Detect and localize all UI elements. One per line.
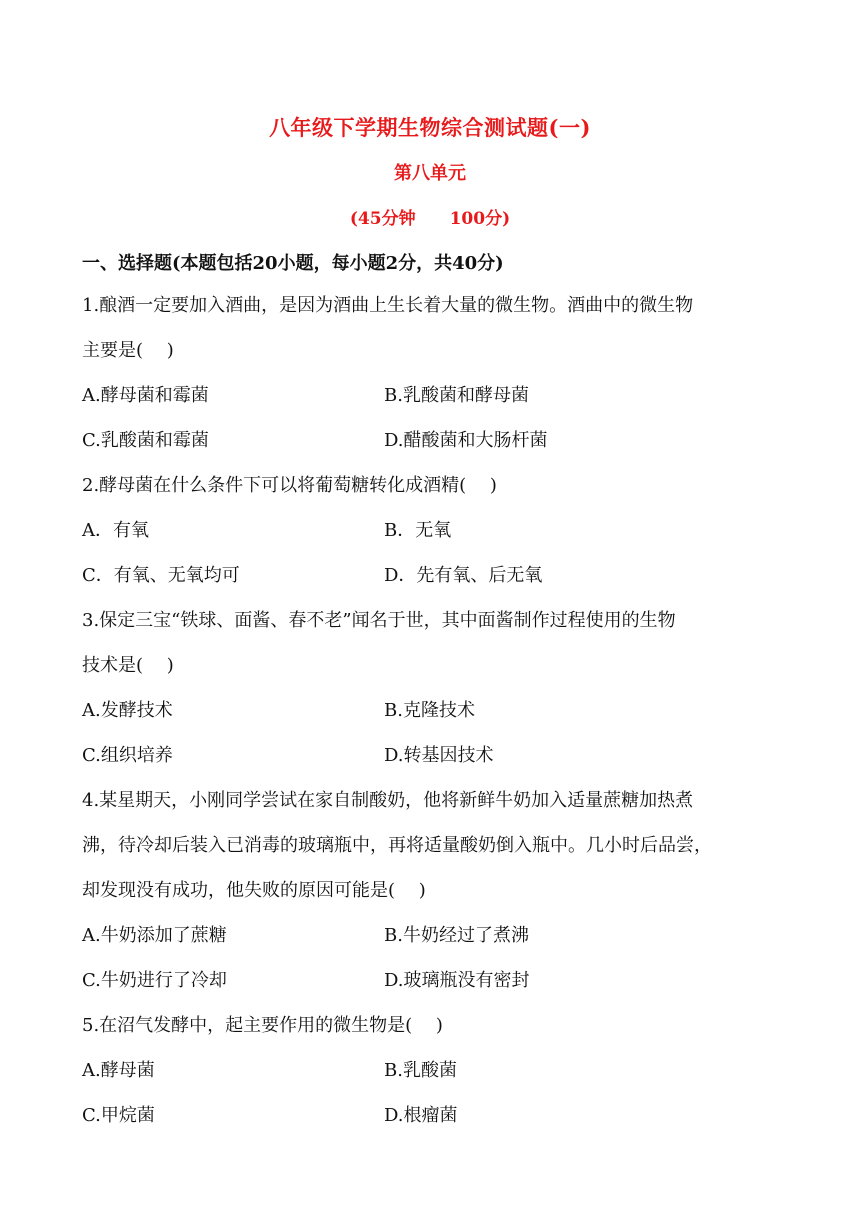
question-5-option-b: B.乳酸菌: [384, 1060, 457, 1081]
question-4-stem-line-2: 沸，待冷却后装入已消毒的玻璃瓶中，再将适量酸奶倒入瓶中。几小时后品尝，: [82, 835, 712, 856]
document-title: 八年级下学期生物综合测试题(一): [269, 115, 591, 140]
total-score: 100分): [449, 209, 511, 229]
question-3-stem-line-2: 技术是( ): [82, 655, 174, 676]
question-4-option-a: A.牛奶添加了蔗糖: [82, 925, 227, 946]
question-4-option-b: B.牛奶经过了煮沸: [384, 925, 529, 946]
question-1-option-c: C.乳酸菌和霉菌: [82, 430, 209, 451]
question-1-option-a: A.酵母菌和霉菌: [82, 385, 209, 406]
question-1-option-d: D.醋酸菌和大肠杆菌: [384, 430, 548, 451]
question-4-stem-line-3: 却发现没有成功，他失败的原因可能是( ): [82, 880, 426, 901]
time-and-score: [0, 204, 860, 229]
question-3-stem-line-1: 3.保定三宝“铁球、面酱、春不老”闻名于世，其中面酱制作过程使用的生物: [82, 610, 676, 631]
question-1-stem-line-1: 1.酿酒一定要加入酒曲，是因为酒曲上生长着大量的微生物。酒曲中的微生物: [82, 295, 694, 316]
time-limit: (45分钟: [349, 209, 416, 229]
question-2-option-d: D．先有氧、后无氧: [384, 565, 543, 586]
question-2-stem-line-1: 2.酵母菌在什么条件下可以将葡萄糖转化成酒精( ): [82, 475, 497, 496]
question-2-option-a: A．有氧: [82, 520, 149, 541]
question-3-option-c: C.组织培养: [82, 745, 173, 766]
question-3-option-a: A.发酵技术: [82, 700, 173, 721]
question-1-option-b: B.乳酸菌和酵母菌: [384, 385, 529, 406]
question-5-option-a: A.酵母菌: [82, 1060, 155, 1081]
question-5-option-d: D.根瘤菌: [384, 1105, 458, 1126]
question-4-option-c: C.牛奶进行了冷却: [82, 970, 227, 991]
question-2-option-b: B．无氧: [384, 520, 452, 541]
question-4-option-d: D.玻璃瓶没有密封: [384, 970, 530, 991]
question-4-stem-line-1: 4.某星期天，小刚同学尝试在家自制酸奶，他将新鲜牛奶加入适量蔗糖加热煮: [82, 790, 694, 811]
question-1-stem-line-2: 主要是( ): [82, 340, 174, 361]
section-heading: 一、选择题(本题包括20小题，每小题2分，共40分): [82, 253, 504, 274]
question-5-stem-line-1: 5.在沼气发酵中，起主要作用的微生物是( ): [82, 1015, 443, 1036]
question-5-option-c: C.甲烷菌: [82, 1105, 155, 1126]
question-3-option-b: B.克隆技术: [384, 700, 475, 721]
question-2-option-c: C．有氧、无氧均可: [82, 565, 240, 586]
unit-subtitle: 第八单元: [394, 163, 466, 184]
question-3-option-d: D.转基因技术: [384, 745, 494, 766]
